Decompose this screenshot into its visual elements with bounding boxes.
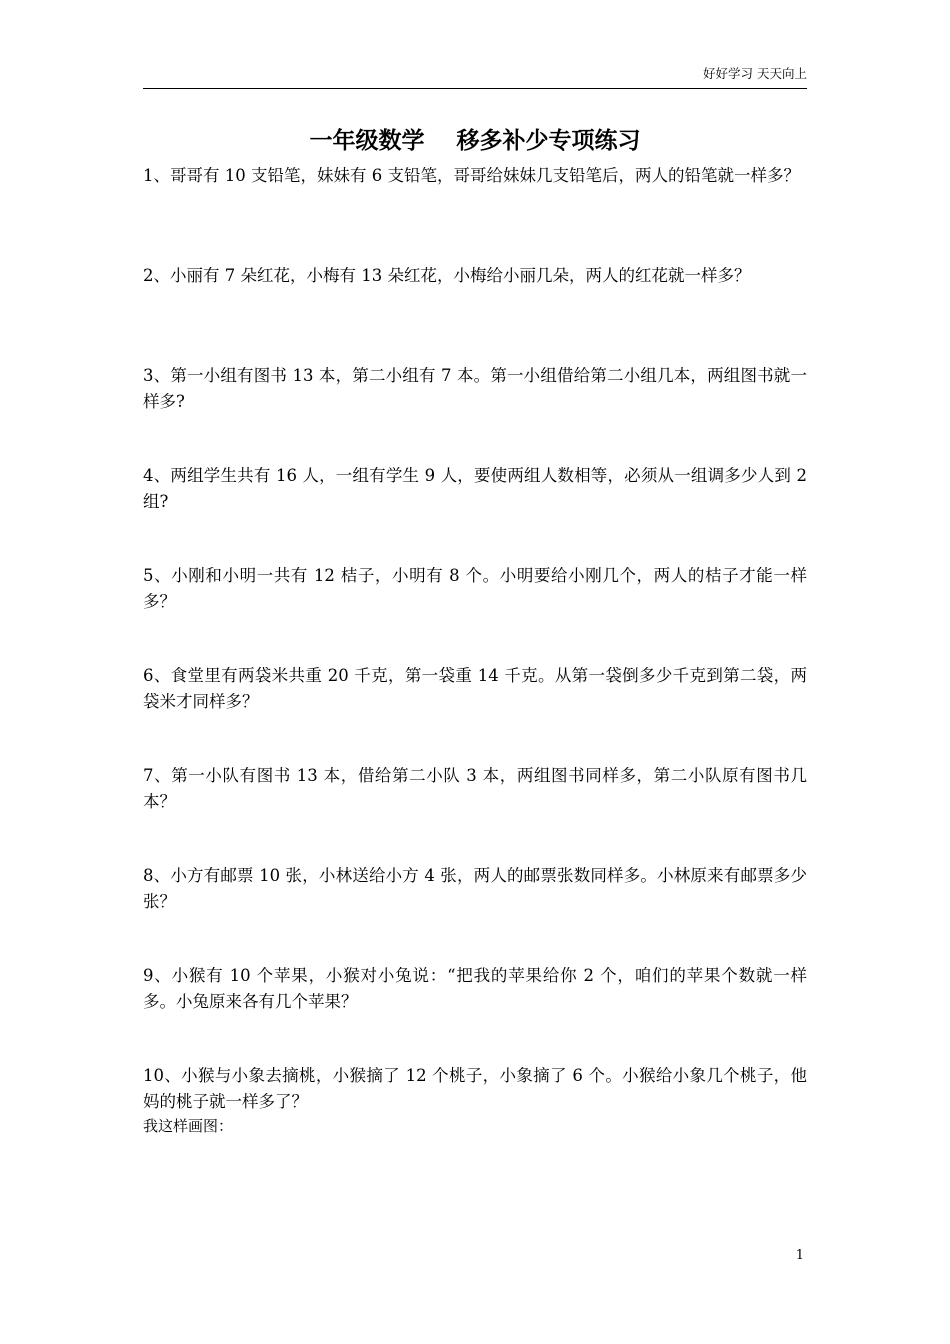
question-2: 2、小丽有 7 朵红花，小梅有 13 朵红花，小梅给小丽几朵，两人的红花就一样多？ xyxy=(143,266,751,285)
question-list xyxy=(143,163,807,1137)
page-number: 1 xyxy=(795,1248,804,1263)
question-4: 4、两组学生共有 16 人，一组有学生 9 人，要使两组人数相等，必须从一组调多少人到 2 组? xyxy=(143,466,807,511)
page-header xyxy=(143,66,807,89)
drawing-note: 我这样画图： xyxy=(143,1117,234,1135)
question-5: 5、小刚和小明一共有 12 桔子，小明有 8 个。小明要给小刚几个，两人的桔子才能一样多？ xyxy=(143,566,807,611)
header-text: 好好学习 天天向上 xyxy=(703,66,807,81)
question-10: 10、小猴与小象去摘桃，小猴摘了 12 个桃子，小象摘了 6 个。小猴给小象几个桃子，他妈的桃子就一样多了？ xyxy=(143,1066,807,1111)
question-3: 3、第一小组有图书 13 本，第二小组有 7 本。第一小组借给第二小组几本，两组图书就一样多? xyxy=(143,366,807,411)
question-9: 9、小猴有 10 个苹果，小猴对小兔说：“把我的苹果给你 2 个，咱们的苹果个数就一样多。小兔原来各有几个苹果？ xyxy=(143,966,807,1011)
page-title: 一年级数学 移多补少专项练习 xyxy=(309,127,641,154)
question-1: 1、哥哥有 10 支铅笔，妹妹有 6 支铅笔，哥哥给妹妹几支铅笔后，两人的铅笔就一样多？ xyxy=(143,166,800,185)
question-6: 6、食堂里有两袋米共重 20 千克，第一袋重 14 千克。从第一袋倒多少千克到第二袋，两袋米才同样多？ xyxy=(143,666,807,711)
question-8: 8、小方有邮票 10 张，小林送给小方 4 张，两人的邮票张数同样多。小林原来有邮票多少张？ xyxy=(143,866,807,911)
question-7: 7、第一小队有图书 13 本，借给第二小队 3 本，两组图书同样多，第二小队原有图书几本？ xyxy=(143,766,807,811)
